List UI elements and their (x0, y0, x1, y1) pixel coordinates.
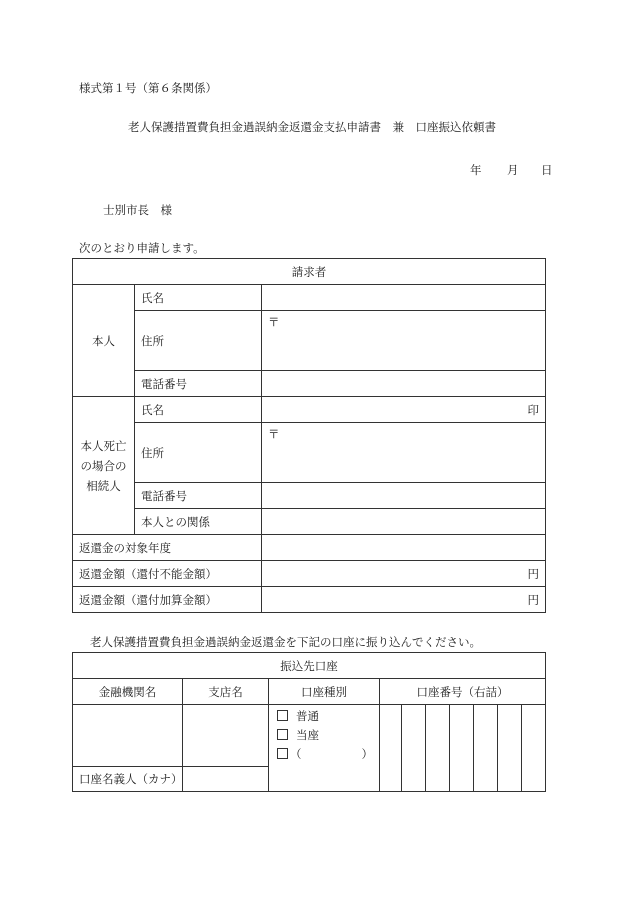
account-holder-field[interactable] (183, 767, 269, 792)
self-address-label: 住所 (135, 311, 262, 371)
heir-address-field[interactable] (262, 423, 546, 483)
account-digit-5[interactable] (474, 705, 498, 792)
account-digit-3[interactable] (426, 705, 450, 792)
self-name-field[interactable] (262, 285, 546, 311)
self-address-field[interactable] (262, 311, 546, 371)
date-day-label: 日 (541, 163, 553, 177)
heir-phone-field[interactable] (262, 483, 546, 509)
refund-nonpay-label: 返還金額（還付不能金額） (73, 561, 262, 587)
self-name-label: 氏名 (135, 285, 262, 311)
account-holder-label: 口座名義人（カナ） (73, 767, 183, 792)
heir-phone-label: 電話番号 (135, 483, 262, 509)
form-number: 様式第１号（第６条関係） (79, 81, 217, 95)
option-other[interactable] (277, 745, 379, 764)
self-phone-label: 電話番号 (135, 371, 262, 397)
account-table (72, 652, 546, 792)
claimant-table (72, 258, 546, 613)
branch-name-field[interactable] (183, 705, 269, 767)
option-other-open: （ (290, 747, 302, 761)
self-postal-mark: 〒 (268, 315, 280, 329)
target-year-label: 返還金の対象年度 (73, 535, 262, 561)
refund-nonpay-field[interactable] (262, 561, 546, 587)
form-title: 老人保護措置費負担金過誤納金返還金支払申請書 兼 口座振込依頼書 (128, 120, 496, 134)
self-label: 本人 (73, 285, 135, 397)
account-digit-4[interactable] (450, 705, 474, 792)
account-type-header: 口座種別 (269, 679, 380, 705)
heir-relation-label: 本人との関係 (135, 509, 262, 535)
option-ordinary-label: 普通 (296, 709, 319, 723)
checkbox-icon[interactable] (277, 710, 288, 721)
transfer-instruction: 老人保護措置費負担金過誤納金返還金を下記の口座に振り込んでください。 (90, 635, 481, 649)
self-phone-field[interactable] (262, 371, 546, 397)
addressee: 士別市長 様 (103, 203, 172, 217)
target-year-field[interactable] (262, 535, 546, 561)
seal-mark: 印 (527, 402, 540, 417)
option-other-close: ） (361, 747, 373, 761)
heir-name-label: 氏名 (135, 397, 262, 423)
branch-name-header: 支店名 (183, 679, 269, 705)
account-number-header: 口座番号（右詰） (380, 679, 546, 705)
refund-add-field[interactable] (262, 587, 546, 613)
option-current[interactable] (277, 726, 379, 745)
yen-unit: 円 (527, 566, 540, 581)
account-digit-7[interactable] (522, 705, 546, 792)
heir-postal-mark: 〒 (268, 427, 280, 441)
option-current-label: 当座 (296, 728, 319, 742)
account-digit-6[interactable] (498, 705, 522, 792)
heir-address-label: 住所 (135, 423, 262, 483)
heir-label-line-3: 相続人 (86, 478, 121, 493)
account-type-options (269, 705, 380, 792)
intro-text: 次のとおり申請します。 (79, 241, 205, 255)
yen-unit: 円 (527, 592, 540, 607)
account-header: 振込先口座 (73, 653, 546, 679)
heir-relation-field[interactable] (262, 509, 546, 535)
refund-add-label: 返還金額（還付加算金額） (73, 587, 262, 613)
account-digit-1[interactable] (380, 705, 402, 792)
checkbox-icon[interactable] (277, 748, 288, 759)
date-month-label: 月 (507, 163, 519, 177)
option-ordinary[interactable] (277, 707, 379, 726)
heir-label-line-2: の場合の (80, 458, 127, 473)
heir-label-line-1: 本人死亡 (80, 438, 127, 453)
bank-name-header: 金融機関名 (73, 679, 183, 705)
account-digit-2[interactable] (402, 705, 426, 792)
heir-label (73, 397, 135, 535)
claimant-header: 請求者 (73, 259, 546, 285)
bank-name-field[interactable] (73, 705, 183, 767)
checkbox-icon[interactable] (277, 729, 288, 740)
heir-name-field[interactable] (262, 397, 546, 423)
date-year-label: 年 (470, 163, 482, 177)
